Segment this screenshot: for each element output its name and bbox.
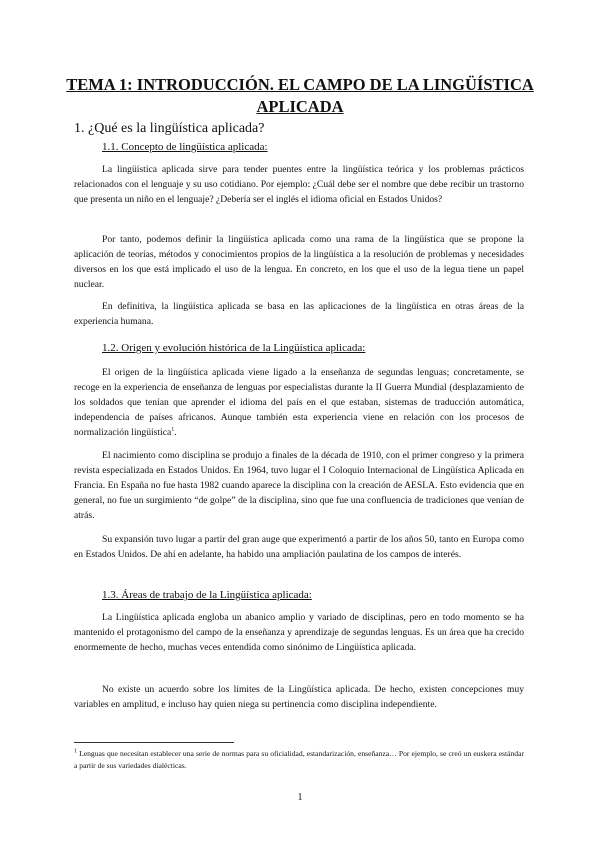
section-heading-1: 1. ¿Qué es la lingüística aplicada? [74, 121, 265, 136]
paragraph-1-3-a: La Lingüística aplicada engloba un abanico amplio y variado de disciplinas, pero en todo momento se ha mantenido el protagonismo del campo de la enseñanza y aprendizaje de segundas lenguas. Es un área que ha crecido enormemente de hecho, muchas veces entendida como sinónimo de Lingüística aplicada. [74, 612, 524, 653]
paragraph-1-1-b: Por tanto, podemos definir la lingüística aplicada como una rama de la lingüística que se propone la aplicación de teorías, métodos y conocimientos propios de la lingüística a la resolución de problemas y necesidades diversos en los que está implicado el uso de la lengua. En concreto, en los que el uso de la legua tiene un papel nuclear. [74, 234, 524, 290]
paragraph-1-1-c: En definitiva, la lingüística aplicada se basa en las aplicaciones de la lingüística en otras áreas de la experiencia humana. [74, 301, 524, 327]
footnote-text: Lenguas que necesitan establecer una serie de normas para su oficialidad, estandarización, enseñanza… Por ejemplo, se creó un euskera estándar a partir de sus variedades dialécticas. [74, 749, 524, 770]
paragraph-1-1-a: La lingüística aplicada sirve para tender puentes entre la lingüística teórica y los problemas prácticos relacionados con el lenguaje y su uso cotidiano. Por ejemplo: ¿Cuál debe ser el nombre que debe recibir un trastorno que presenta un niño en el lenguaje? ¿Debería ser el inglés el idioma oficial en Estados Unidos? [74, 164, 524, 205]
paragraph-1-3-b: No existe un acuerdo sobre los límites de la Lingüística aplicada. De hecho, existen concepciones muy variables en amplitud, e incluso hay quien niega su pertinencia como disciplina independiente. [74, 684, 524, 710]
paragraph-1-2-b: El nacimiento como disciplina se produjo a finales de la década de 1910, con el primer congreso y la primera revista especializada en Estados Unidos. En 1964, tuvo lugar el I Coloquio Internacional de Lingüística Aplicada en Francia. En España no fue hasta 1982 cuando aparece la disciplina con la creación de AESLA. Esto evidencia que en general, no fue un surgimiento “de golpe” de la disciplina, sino que fue una confluencia de tradiciones que venían de atrás. [74, 450, 524, 521]
paragraph-1-2-a-end: . [174, 427, 177, 438]
footnote [74, 748, 524, 772]
paragraph-1-2-a [74, 365, 524, 440]
page-number: 1 [297, 792, 303, 803]
page-title: TEMA 1: INTRODUCCIÓN. EL CAMPO DE LA LINGÜÍSTICA APLICADA [66, 75, 534, 116]
paragraph-1-2-c: Su expansión tuvo lugar a partir del gran auge que experimentó a partir de los años 50, tanto en Europa como en Estados Unidos. De ahí en adelante, ha habido una ampliación paulatina de los campos de interés. [74, 534, 524, 560]
footnote-divider [74, 742, 234, 743]
subsection-heading-1-3: 1.3. Áreas de trabajo de la Lingüística aplicada: [102, 589, 312, 601]
footnote-reference: 1 [171, 426, 175, 433]
subsection-heading-1-2: 1.2. Origen y evolución histórica de la Lingüística aplicada: [102, 342, 366, 354]
subsection-heading-1-1: 1.1. Concepto de lingüística aplicada: [102, 141, 268, 153]
footnote-mark: 1 [74, 748, 77, 755]
paragraph-1-2-a-text: El origen de la lingüística aplicada viene ligado a la enseñanza de segundas lenguas; concretamente, se recoge en la experiencia de enseñanza de lenguas por especialistas durante la II Guerra Mundial (desplazamiento de los soldados que tenían que aprender el idioma del país en el que estaban, sistemas de traducción automática, independencia de países africanos. Aunque también esta experiencia viene en relación con los procesos de normalización lingüística [74, 367, 524, 438]
